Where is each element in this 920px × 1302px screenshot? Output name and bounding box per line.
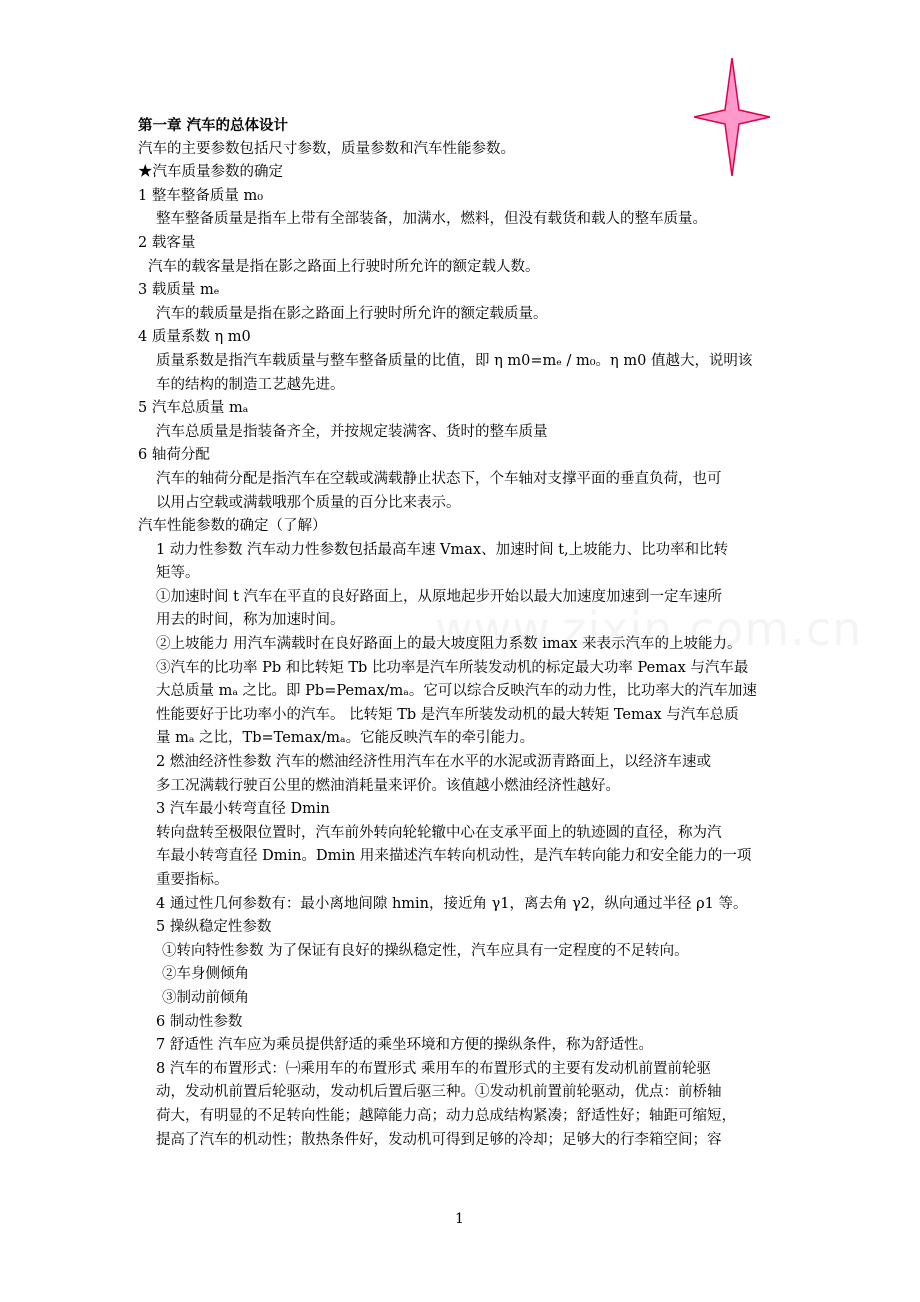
text-line: 性能要好于比功率小的汽车。 比转矩 Tb 是汽车所装发动机的最大转矩 Temax 与汽车总质 xyxy=(156,706,739,723)
text-line: 质量系数是指汽车载质量与整车整备质量的比值，即 η m0=mₑ / m₀。η m0 值越大，说明该 xyxy=(156,352,753,369)
text-line: 4 通过性几何参数有：最小离地间隙 hmin，接近角 γ1，离去角 γ2，纵向通过半径 ρ1 等。 xyxy=(156,895,748,912)
text-line: ★汽车质量参数的确定 xyxy=(138,164,283,181)
text-line: 车的结构的制造工艺越先进。 xyxy=(156,376,345,393)
text-line: ③汽车的比功率 Pb 和比转矩 Tb 比功率是汽车所装发动机的标定最大功率 Pemax 与汽车最 xyxy=(156,659,749,676)
text-line: ①加速时间 t 汽车在平直的良好路面上，从原地起步开始以最大加速度加速到一定车速所 xyxy=(156,588,723,605)
text-line: 汽车性能参数的确定（了解） xyxy=(138,518,327,535)
text-line: ②上坡能力 用汽车满载时在良好路面上的最大坡度阻力系数 imax 来表示汽车的上坡能力。 xyxy=(156,636,742,653)
text-line: 汽车的载客量是指在影之路面上行驶时所允许的额定载人数。 xyxy=(148,258,540,275)
text-line: 汽车的轴荷分配是指汽车在空载或满载静止状态下，个车轴对支撑平面的垂直负荷，也可 xyxy=(156,470,722,487)
text-line: 用去的时间，称为加速时间。 xyxy=(156,612,345,629)
text-line: ①转向特性参数 为了保证有良好的操纵稳定性，汽车应具有一定程度的不足转向。 xyxy=(162,942,689,959)
text-line: ②车身侧倾角 xyxy=(162,966,249,983)
text-line: 汽车的载质量是指在影之路面上行驶时所允许的额定载质量。 xyxy=(156,305,548,322)
text-line: 车最小转弯直径 Dmin。Dmin 用来描述汽车转向机动性，是汽车转向能力和安全能力的一项 xyxy=(156,848,752,865)
text-line: 1 整车整备质量 m₀ xyxy=(138,187,264,204)
text-line: 2 燃油经济性参数 汽车的燃油经济性用汽车在水平的水泥或沥青路面上，以经济车速或 xyxy=(156,754,711,771)
text-line: 2 载客量 xyxy=(138,234,196,251)
text-line: 汽车的主要参数包括尺寸参数，质量参数和汽车性能参数。 xyxy=(138,140,515,157)
text-line: 动，发动机前置后轮驱动，发动机后置后驱三种。①发动机前置前轮驱动，优点：前桥轴 xyxy=(156,1084,722,1101)
text-line: ③制动前倾角 xyxy=(162,989,249,1006)
text-line: 6 制动性参数 xyxy=(156,1013,243,1030)
chapter-title: 第一章 汽车的总体设计 xyxy=(138,117,289,134)
text-line: 1 动力性参数 汽车动力性参数包括最高车速 Vmax、加速时间 t,上坡能力、比功率和比转 xyxy=(156,541,729,558)
text-line: 4 质量系数 η m0 xyxy=(138,329,251,346)
text-line: 8 汽车的布置形式：㈠乘用车的布置形式 乘用车的布置形式的主要有发动机前置前轮驱 xyxy=(156,1060,711,1077)
text-line: 转向盘转至极限位置时，汽车前外转向轮轮辙中心在支承平面上的轨迹圆的直径，称为汽 xyxy=(156,824,722,841)
text-line: 3 载质量 mₑ xyxy=(138,282,220,299)
text-line: 大总质量 mₐ 之比。即 Pb=Pemax/mₐ。它可以综合反映汽车的动力性，比功率大的汽车加速 xyxy=(156,683,757,700)
text-line: 汽车总质量是指装备齐全，并按规定装满客、货时的整车质量 xyxy=(156,423,548,440)
text-line: 荷大，有明显的不足转向性能；越障能力高；动力总成结构紧凑；舒适性好；轴距可缩短， xyxy=(156,1107,736,1124)
text-line: 提高了汽车的机动性；散热条件好，发动机可得到足够的冷却；足够大的行李箱空间；容 xyxy=(156,1131,722,1148)
text-line: 重要指标。 xyxy=(156,872,229,888)
document-body xyxy=(138,114,788,1152)
text-line: 多工况满载行驶百公里的燃油消耗量来评价。该值越小燃油经济性越好。 xyxy=(156,777,620,794)
text-line: 量 mₐ 之比，Tb=Temax/mₐ。它能反映汽车的牵引能力。 xyxy=(156,730,535,747)
text-line: 3 汽车最小转弯直径 Dmin xyxy=(156,801,330,818)
text-line: 以用占空载或满载哦那个质量的百分比来表示。 xyxy=(156,494,461,511)
text-line: 整车整备质量是指车上带有全部装备，加满水，燃料，但没有载货和载人的整车质量。 xyxy=(156,211,707,228)
text-line: 矩等。 xyxy=(156,565,200,582)
text-line: 7 舒适性 汽车应为乘员提供舒适的乘坐环境和方便的操纵条件，称为舒适性。 xyxy=(156,1037,653,1054)
text-line: 5 操纵稳定性参数 xyxy=(156,919,272,936)
text-line: 5 汽车总质量 mₐ xyxy=(138,400,249,417)
page-number: 1 xyxy=(455,1211,464,1227)
text-line: 6 轴荷分配 xyxy=(138,447,210,464)
